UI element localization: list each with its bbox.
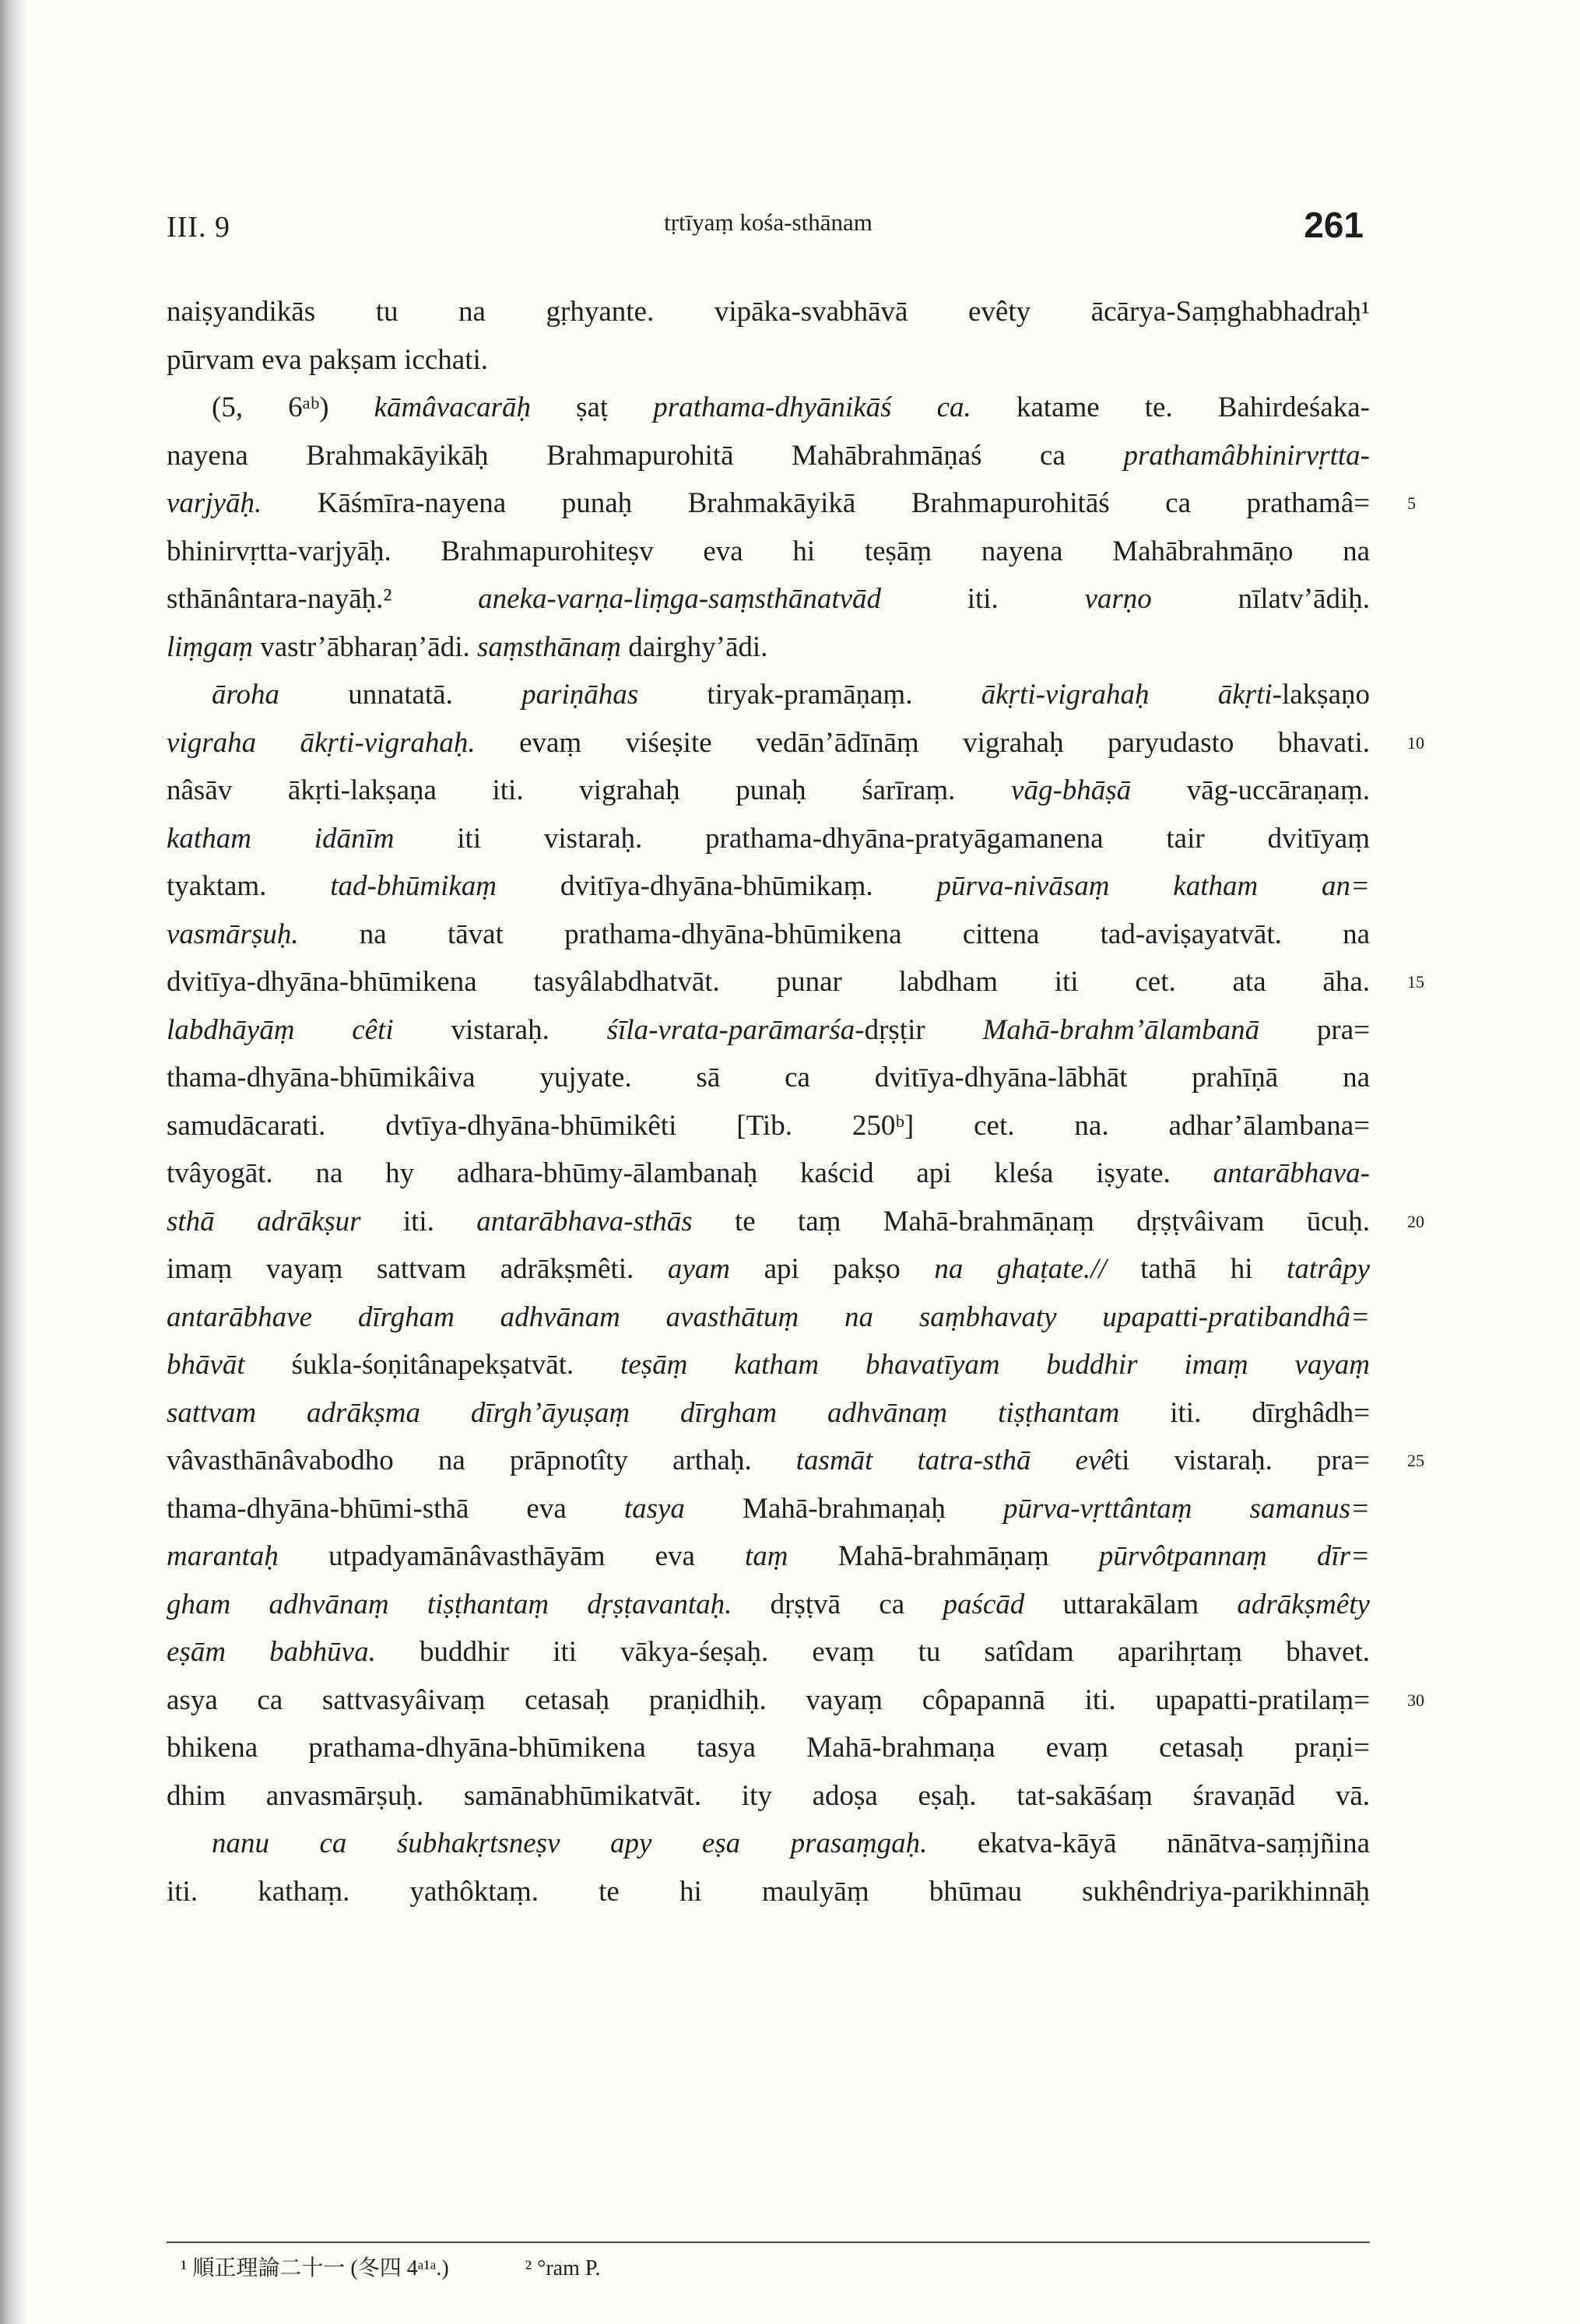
roman-text: tyaktam. xyxy=(167,870,331,902)
roman-text: iti. xyxy=(360,1205,477,1237)
roman-text: samudācarati. dvtīya-dhyāna-bhūmikêti [Tib. 250ᵇ] cet. na. adhar’ālambana= xyxy=(167,1109,1370,1142)
roman-text: thama-dhyāna-bhūmi-sthā eva xyxy=(167,1492,624,1525)
roman-text: evaṃ viśeṣite vedān’ādīnāṃ vigrahaḥ paryudasto bhavati. xyxy=(475,726,1371,759)
italic-text: na ghaṭate.// xyxy=(934,1253,1107,1285)
italic-text: śīla-vrata-parāmarśa xyxy=(606,1013,855,1046)
text-line xyxy=(167,1628,1370,1676)
roman-text: iti vistaraḥ. prathama-dhyāna-pratyāgamanena tair dvitīyaṃ xyxy=(394,822,1370,855)
roman-text: ṣaṭ xyxy=(531,391,654,423)
roman-text: thama-dhyāna-bhūmikâiva yujyate. sā ca dvitīya-dhyāna-lābhāt prahīṇā na xyxy=(167,1062,1370,1094)
roman-text: buddhir iti vākya-śeṣaḥ. evaṃ tu satîdam aparihṛtaṃ bhavet. xyxy=(375,1636,1370,1668)
text-line xyxy=(167,1724,1370,1772)
roman-text: na tāvat prathama-dhyāna-bhūmikena cittena tad-aviṣayatvāt. na xyxy=(298,918,1370,950)
text-line xyxy=(167,1102,1370,1150)
line-number: 25 xyxy=(1407,1451,1424,1470)
italic-text: sattvam adrākṣma dīrgh’āyuṣaṃ dīrgham adhvānaṃ tiṣṭhantam xyxy=(167,1396,1120,1429)
roman-text: pra= xyxy=(1259,1013,1370,1046)
text-line xyxy=(167,1772,1370,1820)
italic-text: tasya xyxy=(623,1492,685,1525)
italic-text: gham adhvānaṃ tiṣṭhantaṃ dṛṣṭavantaḥ. xyxy=(167,1588,732,1620)
italic-text: taṃ xyxy=(745,1540,788,1572)
roman-text: pūrvam eva pakṣam icchati. xyxy=(167,343,488,376)
text-line xyxy=(167,1389,1370,1438)
roman-text: nīlatv’ādiḥ. xyxy=(1151,583,1370,615)
roman-text: dvitīya-dhyāna-bhūmikena tasyâlabdhatvāt. punar labdham iti cet. ata āha. xyxy=(167,966,1370,998)
roman-text: -lakṣaṇo xyxy=(1272,679,1371,711)
text-line xyxy=(167,288,1370,336)
roman-text: asya ca sattvasyâivaṃ cetasaḥ praṇidhiḥ. vayaṃ côpapannā iti. upapatti-pratilaṃ= xyxy=(167,1683,1370,1716)
roman-text: iti. xyxy=(881,583,1085,615)
italic-text: pariṇāhas xyxy=(521,679,639,711)
italic-text: tatrâpy xyxy=(1287,1253,1371,1285)
roman-text: tvâyogāt. na hy adhara-bhūmy-ālambanaḥ kaścid api kleśa iṣyate. xyxy=(167,1157,1213,1189)
roman-text: katame te. Bahirdeśaka- xyxy=(971,391,1370,423)
roman-text: naiṣyandikās tu na gṛhyante. vipāka-svabhāvā evêty ācārya-Saṃghabhadraḥ¹ xyxy=(167,296,1370,328)
italic-text: pūrva-nivāsaṃ katham an= xyxy=(936,870,1370,902)
roman-text: te taṃ Mahā-brahmāṇaṃ dṛṣṭvâivam ūcuḥ. xyxy=(692,1205,1370,1237)
italic-text: Mahā-brahm’ālambanā xyxy=(982,1013,1260,1046)
text-line xyxy=(167,1820,1370,1868)
roman-text: nâsāv ākṛti-lakṣaṇa iti. vigrahaḥ punaḥ śarīraṃ. xyxy=(167,774,1012,806)
text-line xyxy=(167,623,1370,672)
text-line xyxy=(167,815,1370,863)
roman-text: vastr’ābharaṇ’ādi. xyxy=(253,630,477,663)
italic-text: eṣām babhūva. xyxy=(167,1636,376,1668)
text-line xyxy=(167,1054,1370,1102)
roman-text: imaṃ vayaṃ sattvam adrākṣmêti. xyxy=(167,1253,668,1285)
roman-text: api pakṣo xyxy=(730,1253,935,1285)
roman-text: iti. dīrghâdh= xyxy=(1119,1396,1370,1429)
roman-text: vistaraḥ. xyxy=(393,1013,607,1046)
section-number: III. 9 xyxy=(167,211,230,244)
text-line xyxy=(167,384,1370,432)
page-number: 261 xyxy=(1304,205,1364,245)
italic-text: aneka-varṇa-liṃga-saṃsthānatvād xyxy=(478,583,882,615)
roman-text: tathā hi xyxy=(1106,1253,1287,1285)
roman-text: unnatatā. xyxy=(279,679,522,711)
text-line xyxy=(167,911,1370,959)
text-line xyxy=(167,1198,1424,1246)
footnotes xyxy=(167,2242,1370,2282)
italic-text: prathama-dhyānikāś ca. xyxy=(653,391,971,423)
roman-text: śukla-śoṇitânapekṣatvāt. xyxy=(244,1349,621,1381)
text-line xyxy=(167,336,1370,384)
roman-text: (5, 6ᵃᵇ) xyxy=(212,391,374,423)
italic-text: marantaḥ xyxy=(167,1540,279,1572)
roman-text: dhim anvasmārṣuḥ. samānabhūmikatvāt. ity adoṣa eṣaḥ. tat-sakāśaṃ śravaṇād vā. xyxy=(167,1779,1370,1812)
italic-text: paścād xyxy=(943,1588,1025,1620)
text-line xyxy=(167,1676,1424,1725)
roman-text: ekatva-kāyā nānātva-saṃjñina xyxy=(927,1827,1370,1859)
text-line xyxy=(167,1581,1370,1629)
italic-text: antarābhave dīrgham adhvānam avasthātuṃ na saṃbhavaty upapatti-pratibandhâ= xyxy=(167,1301,1370,1333)
text-line xyxy=(167,528,1370,576)
roman-text: dṛṣṭvā ca xyxy=(732,1588,943,1620)
text-line xyxy=(167,767,1370,815)
page-header xyxy=(167,204,1370,251)
italic-text: pūrvôtpannaṃ dīr= xyxy=(1098,1540,1370,1572)
italic-text: bhāvāt xyxy=(167,1349,245,1381)
italic-text: vigraha ākṛti-vigrahaḥ. xyxy=(167,726,476,759)
footnote: ¹ 順正理論二十一 (冬四 4ᵃ¹ᵃ.) xyxy=(181,2256,449,2280)
text-line xyxy=(167,1437,1424,1485)
roman-text: iti. kathaṃ. yathôktaṃ. te hi maulyāṃ bhūmau sukhêndriya-parikhinnāḥ xyxy=(167,1875,1370,1908)
text-line xyxy=(167,1006,1370,1055)
italic-text: nanu ca śubhakṛtsneṣv apy eṣa prasaṃgaḥ. xyxy=(212,1827,928,1859)
roman-text: ti vistaraḥ. pra= xyxy=(1113,1445,1370,1476)
line-number: 20 xyxy=(1407,1211,1424,1231)
text-line xyxy=(167,432,1370,480)
line-number: 15 xyxy=(1407,972,1424,992)
roman-text: sthānântara-nayāḥ.² xyxy=(167,583,479,615)
italic-text: tasmāt tatra-sthā evê xyxy=(795,1445,1114,1476)
italic-text: ayam xyxy=(667,1253,731,1285)
italic-text: varṇo xyxy=(1084,583,1152,615)
line-number: 10 xyxy=(1407,732,1424,753)
italic-text: ākṛti-vigrahaḥ ākṛti xyxy=(981,679,1273,711)
text-line xyxy=(167,862,1370,911)
line-number: 5 xyxy=(1407,493,1416,513)
roman-text: dairghy’ādi. xyxy=(621,630,768,663)
line-number: 30 xyxy=(1407,1690,1424,1710)
roman-text: dvitīya-dhyāna-bhūmikaṃ. xyxy=(497,870,937,902)
roman-text: vāg-uccāraṇaṃ. xyxy=(1131,774,1370,806)
italic-text: pūrva-vṛttântaṃ samanus= xyxy=(1002,1492,1371,1525)
italic-text: varjyāḥ. xyxy=(167,487,262,519)
italic-text: vasmārṣuḥ. xyxy=(167,918,299,950)
running-head: tṛtīyaṃ kośa-sthānam xyxy=(664,209,873,236)
roman-text: bhikena prathama-dhyāna-bhūmikena tasya Mahā-brahmaṇa evaṃ cetasaḥ praṇi= xyxy=(167,1732,1370,1764)
roman-text: tiryak-pramāṇaṃ. xyxy=(638,679,981,711)
italic-text: adrākṣmêty xyxy=(1237,1588,1370,1620)
italic-text: antarābhava-sthās xyxy=(476,1205,693,1237)
italic-text: āroha xyxy=(212,679,280,711)
roman-text: Kāśmīra-nayena punaḥ Brahmakāyikā Brahmapurohitāś ca prathamâ= xyxy=(262,487,1370,519)
roman-text: Mahā-brahmāṇaṃ xyxy=(788,1540,1099,1572)
footnote: ² °ram P. xyxy=(525,2256,601,2280)
text-line xyxy=(167,575,1370,623)
italic-text: katham idānīm xyxy=(167,822,395,855)
text-line xyxy=(167,1245,1370,1294)
text-line xyxy=(167,1868,1370,1916)
roman-text: vâvasthānâvabodho na prāpnotîty arthaḥ. xyxy=(167,1445,796,1476)
italic-text: sthā adrākṣur xyxy=(167,1205,361,1237)
italic-text: liṃgaṃ xyxy=(167,630,253,663)
text-line xyxy=(167,1532,1370,1581)
text-line xyxy=(167,479,1416,528)
scan-binding-edge xyxy=(0,0,26,2324)
roman-text: utpadyamānâvasthāyām eva xyxy=(278,1540,746,1572)
italic-text: vāg-bhāṣā xyxy=(1011,774,1132,806)
roman-text: nayena Brahmakāyikāḥ Brahmapurohitā Mahābrahmāṇaś ca xyxy=(167,439,1124,472)
italic-text: saṃsthānaṃ xyxy=(476,630,622,663)
italic-text: antarābhava- xyxy=(1213,1157,1370,1189)
roman-text: -dṛṣṭir xyxy=(855,1013,983,1046)
italic-text: kāmâvacarāḥ xyxy=(374,391,532,423)
main-text xyxy=(167,288,1424,1915)
italic-text: tad-bhūmikaṃ xyxy=(330,870,497,902)
text-line xyxy=(167,1150,1370,1198)
text-line xyxy=(167,958,1424,1006)
roman-text: bhinirvṛtta-varjyāḥ. Brahmapurohiteṣv eva hi teṣāṃ nayena Mahābrahmāṇo na xyxy=(167,535,1370,567)
italic-text: prathamâbhinirvṛtta- xyxy=(1123,439,1370,472)
text-line xyxy=(167,1341,1370,1389)
text-line xyxy=(167,1294,1370,1342)
text-line xyxy=(167,719,1424,767)
italic-text: teṣāṃ katham bhavatīyam buddhir imaṃ vayaṃ xyxy=(620,1349,1371,1381)
text-line xyxy=(167,671,1370,719)
roman-text: uttarakālam xyxy=(1024,1588,1238,1620)
text-line xyxy=(167,1485,1370,1533)
italic-text: labdhāyāṃ cêti xyxy=(167,1013,394,1046)
roman-text: Mahā-brahmaṇaḥ xyxy=(684,1492,1003,1525)
